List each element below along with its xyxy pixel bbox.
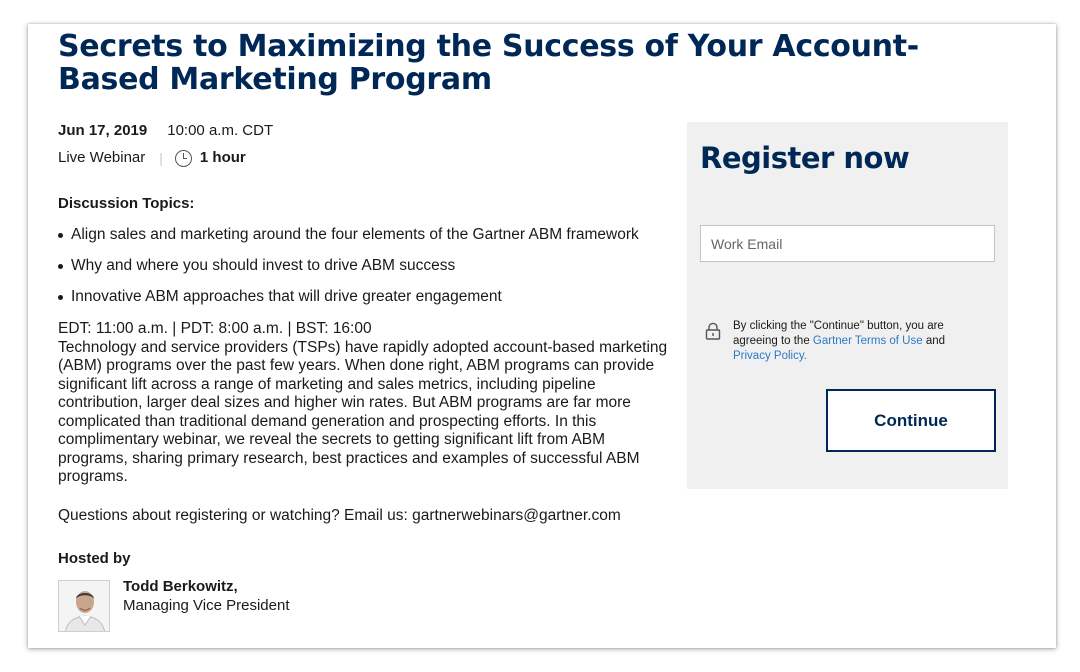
divider: | bbox=[159, 150, 163, 166]
terms-link[interactable]: Gartner Terms of Use bbox=[812, 335, 923, 347]
event-time: 10:00 a.m. CDT bbox=[167, 122, 274, 139]
hosted-by-label: Hosted by bbox=[58, 550, 131, 567]
host-name: Todd Berkowitz, bbox=[123, 578, 238, 595]
topics-list bbox=[58, 225, 639, 318]
host-title: Managing Vice President bbox=[123, 597, 290, 614]
consent-middle: and bbox=[922, 335, 946, 347]
event-description-block bbox=[58, 320, 678, 487]
host-photo-icon bbox=[59, 581, 110, 632]
privacy-link[interactable]: Privacy Policy. bbox=[733, 350, 807, 362]
event-format: Live Webinar bbox=[58, 149, 146, 166]
event-duration: 1 hour bbox=[199, 149, 246, 166]
page-title: Secrets to Maximizing the Success of Your Account-Based Marketing Program bbox=[58, 29, 919, 97]
continue-button[interactable]: Continue bbox=[826, 389, 996, 452]
work-email-input[interactable] bbox=[700, 225, 995, 262]
lock-icon bbox=[705, 322, 721, 340]
event-date: Jun 17, 2019 bbox=[58, 122, 148, 139]
event-description: Technology and service providers (TSPs) have rapidly adopted account-based marketing (ABM) programs over the past few years. When done right, ABM programs can provide significant lift across a range of marketing and sales metrics, including pipeline contribution, larger deal sizes and higher win rates. But ABM programs are far more complicated than traditional demand generation and prospecting efforts. In this complimentary webinar, we reveal the secrets to getting significant lift from ABM programs, sharing primary research, best practices and examples of successful ABM programs. bbox=[58, 338, 668, 485]
avatar bbox=[58, 580, 110, 632]
topics-heading: Discussion Topics: bbox=[58, 195, 195, 212]
list-item: Align sales and marketing around the four elements of the Gartner ABM framework bbox=[58, 225, 639, 256]
event-datetime bbox=[58, 122, 273, 140]
consent-prefix: By clicking the "Continue" button, you are agreeing to the bbox=[733, 320, 944, 347]
list-item: Why and where you should invest to drive ABM success bbox=[58, 256, 639, 287]
list-item: Innovative ABM approaches that will drive greater engagement bbox=[58, 287, 639, 318]
questions-contact: Questions about registering or watching? Email us: gartnerwebinars@gartner.com bbox=[58, 507, 621, 524]
consent-text bbox=[733, 319, 978, 364]
clock-icon bbox=[175, 150, 192, 167]
timezones: EDT: 11:00 a.m. | PDT: 8:00 a.m. | BST: 16:00 bbox=[58, 320, 372, 337]
register-title: Register now bbox=[700, 141, 910, 175]
event-format-row bbox=[58, 149, 246, 167]
